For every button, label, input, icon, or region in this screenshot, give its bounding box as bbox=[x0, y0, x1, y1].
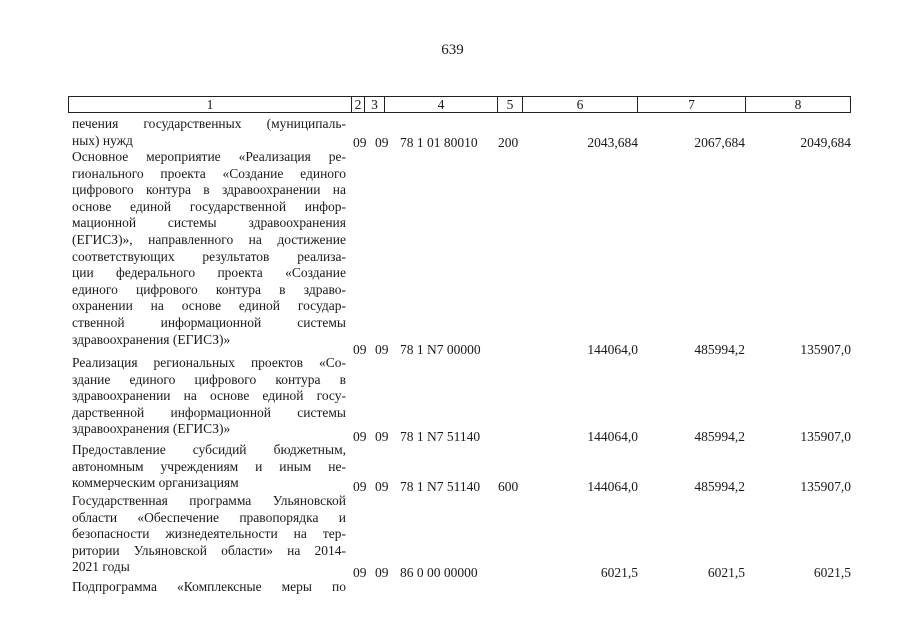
header-col-6: 6 bbox=[523, 97, 638, 112]
description-line: дарственной информационной системы bbox=[72, 404, 346, 420]
header-col-5: 5 bbox=[498, 97, 523, 112]
header-col-3: 3 bbox=[365, 97, 385, 112]
table-header-row bbox=[68, 96, 851, 113]
description-line: охранении на основе единой государ- bbox=[72, 298, 346, 314]
amount-2021-cell: 2049,684 bbox=[800, 135, 851, 150]
amount-2021-cell: 135907,0 bbox=[800, 429, 851, 444]
description-line: основе единой государственной инфор- bbox=[72, 198, 346, 214]
amount-2020-cell: 2067,684 bbox=[694, 135, 745, 150]
header-col-8: 8 bbox=[794, 97, 802, 112]
col3-cell: 09 bbox=[375, 135, 389, 150]
amount-2019-cell: 144064,0 bbox=[587, 429, 638, 444]
description-line: единого цифрового контура в здраво- bbox=[72, 281, 346, 297]
description-line: Реализация региональных проектов «Со- bbox=[72, 355, 346, 370]
amount-2020-cell: 485994,2 bbox=[694, 429, 745, 444]
header-col-2: 2 bbox=[352, 97, 365, 112]
description-line: цифрового контура в здравоохранении на bbox=[72, 182, 346, 198]
description-line: гионального проекта «Создание единого bbox=[72, 165, 346, 181]
table-row-description bbox=[72, 149, 346, 348]
col2-cell: 09 bbox=[353, 135, 367, 150]
col3-cell: 09 bbox=[375, 342, 389, 357]
col2-cell: 09 bbox=[353, 565, 367, 580]
description-line: здравоохранении на основе единой госу- bbox=[72, 388, 346, 404]
header-col-4: 4 bbox=[385, 97, 498, 112]
amount-2021-cell: 135907,0 bbox=[800, 342, 851, 357]
col3-cell: 09 bbox=[375, 565, 389, 580]
description-line: мационной системы здравоохранения bbox=[72, 215, 346, 231]
description-line: Подпрограмма «Комплексные меры по bbox=[72, 579, 346, 594]
table-row-description bbox=[72, 355, 346, 438]
code-cell: 78 1 N7 51140 bbox=[400, 429, 481, 444]
description-line: здравоохранения (ЕГИСЗ)» bbox=[72, 331, 231, 347]
col2-cell: 09 bbox=[353, 429, 367, 444]
description-line: Основное мероприятие «Реализация ре- bbox=[72, 149, 346, 164]
description-line: области «Обеспечение правопорядка и bbox=[72, 509, 346, 525]
amount-2020-cell: 485994,2 bbox=[694, 479, 745, 494]
description-line: Предоставление субсидий бюджетным, bbox=[72, 442, 346, 457]
description-line: Государственная программа Ульяновской bbox=[72, 493, 346, 508]
header-col-1: 1 bbox=[69, 97, 352, 112]
description-line: ственной информационной системы bbox=[72, 314, 346, 330]
header-col-7: 7 bbox=[638, 97, 746, 112]
description-line: ритории Ульяновской области» на 2014- bbox=[72, 542, 346, 558]
code-cell: 86 0 00 00000 bbox=[400, 565, 478, 580]
description-line: соответствующих результатов реализа- bbox=[72, 248, 346, 264]
description-line: автономным учреждениям и иным не- bbox=[72, 458, 346, 474]
amount-2021-cell: 6021,5 bbox=[813, 565, 851, 580]
col3-cell: 09 bbox=[375, 479, 389, 494]
amount-2020-cell: 6021,5 bbox=[707, 565, 745, 580]
code-cell: 78 1 N7 00000 bbox=[400, 342, 481, 357]
table-row-description bbox=[72, 442, 346, 492]
description-line: здание единого цифрового контура в bbox=[72, 371, 346, 387]
col3-cell: 09 bbox=[375, 429, 389, 444]
description-line: 2021 годы bbox=[72, 559, 130, 575]
amount-2019-cell: 6021,5 bbox=[600, 565, 638, 580]
table-row-description bbox=[72, 493, 346, 576]
amount-2019-cell: 144064,0 bbox=[587, 342, 638, 357]
description-line: печения государственных (муниципаль- bbox=[72, 116, 346, 131]
table-row-description bbox=[72, 116, 346, 149]
amount-2019-cell: 144064,0 bbox=[587, 479, 638, 494]
description-line: ных) нужд bbox=[72, 132, 133, 148]
amount-2021-cell: 135907,0 bbox=[800, 479, 851, 494]
col2-cell: 09 bbox=[353, 342, 367, 357]
description-line: коммерческим организациям bbox=[72, 475, 239, 491]
amount-2020-cell: 485994,2 bbox=[694, 342, 745, 357]
page-number: 639 bbox=[441, 42, 464, 58]
type-cell: 600 bbox=[498, 479, 519, 494]
description-line: безопасности жизнедеятельности на тер- bbox=[72, 526, 346, 542]
code-cell: 78 1 N7 51140 bbox=[400, 479, 481, 494]
col2-cell: 09 bbox=[353, 479, 367, 494]
description-line: здравоохранения (ЕГИСЗ)» bbox=[72, 421, 231, 437]
table-row-description bbox=[72, 579, 346, 596]
code-cell: 78 1 01 80010 bbox=[400, 135, 478, 150]
type-cell: 200 bbox=[498, 135, 519, 150]
description-line: ции федерального проекта «Создание bbox=[72, 265, 346, 281]
description-line: (ЕГИСЗ)», направленного на достижение bbox=[72, 231, 346, 247]
amount-2019-cell: 2043,684 bbox=[587, 135, 638, 150]
